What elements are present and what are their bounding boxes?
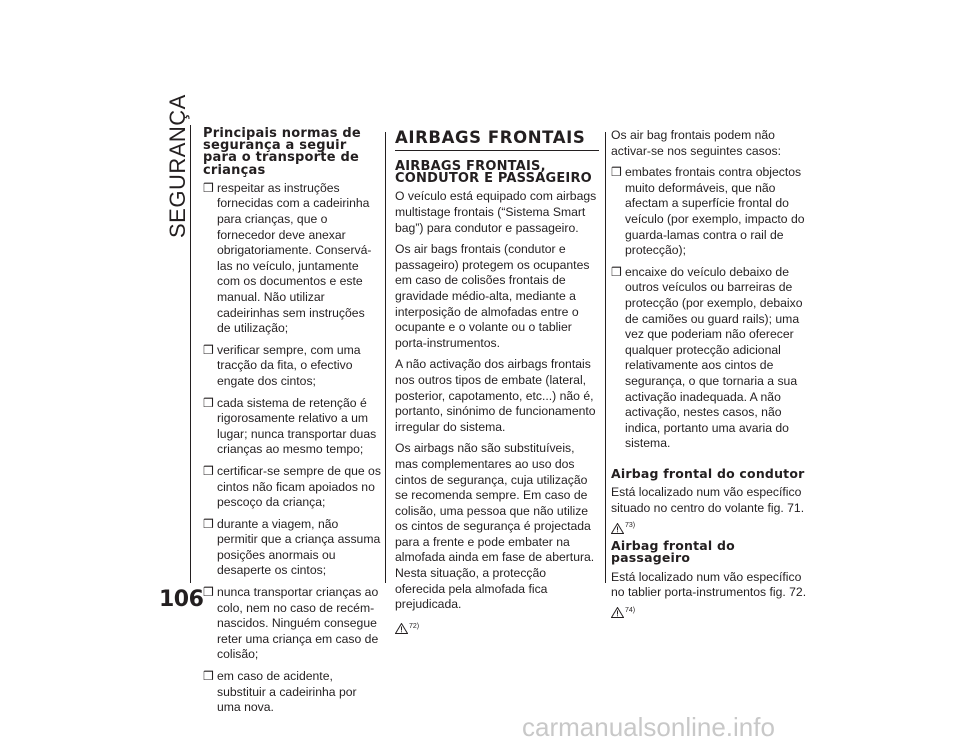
- warning-triangle-icon: [611, 523, 624, 534]
- front-airbags-subheading: AIRBAGS FRONTAIS, CONDUTOR E PASSAGEIRO: [395, 159, 592, 187]
- paragraph: Está localizado num vão específico situado no centro do volante fig. 71.: [611, 485, 805, 515]
- list-item: ❒ nunca transportar crianças ao colo, nem no caso de recém-nascidos. Ninguém consegue reter uma criança em caso de colisão;: [203, 585, 379, 662]
- child-safety-heading: Principais normas de segurança a seguir para o transporte de crianças: [203, 126, 361, 178]
- checkbox-bullet-icon: ❒: [203, 516, 214, 531]
- front-airbags-title: AIRBAGS FRONTAIS: [395, 129, 599, 151]
- column-divider-2: [605, 132, 606, 583]
- list-item: ❒ cada sistema de retenção é rigorosamente relativo a um lugar; nunca transportar duas crianças ao mesmo tempo;: [203, 395, 377, 457]
- checkbox-bullet-icon: ❒: [203, 180, 214, 195]
- side-divider: [190, 125, 191, 583]
- warning-number: 74): [625, 606, 636, 614]
- paragraph: Os air bag frontais podem não activar-se nos seguintes casos:: [611, 128, 782, 158]
- list-item: ❒ respeitar as instruções fornecidas com a cadeirinha para crianças, que o fornecedor deve anexar obrigatoriamente. Conservá-las no veículo, juntamente com os documentos e este manual. Não utilizar cadeirinhas sem instruções de utilização;: [203, 180, 372, 336]
- paragraph: Está localizado num vão específico no tablier porta-instrumentos fig. 72.: [611, 569, 807, 600]
- checkbox-bullet-icon: ❒: [203, 395, 214, 410]
- column-divider-1: [385, 132, 386, 583]
- checkbox-bullet-icon: ❒: [611, 165, 622, 180]
- checkbox-bullet-icon: ❒: [203, 463, 214, 478]
- child-safety-list: [203, 181, 381, 716]
- list-item: ❒ verificar sempre, com uma tracção da fita, o efectivo engate dos cintos;: [203, 342, 361, 388]
- list-item: ❒ em caso de acidente, substituir a cadeirinha por uma nova.: [203, 669, 357, 715]
- column-child-safety: [203, 128, 381, 722]
- non-activation-list: [611, 165, 807, 452]
- passenger-airbag-heading: Airbag frontal do passageiro: [611, 537, 735, 566]
- checkbox-bullet-icon: ❒: [611, 264, 622, 279]
- paragraph: O veículo está equipado com airbags multistage frontais (“Sistema Smart bag”) para condutor e passageiro.: [395, 189, 597, 235]
- page-number: 106: [159, 587, 204, 612]
- driver-airbag-heading: Airbag frontal do condutor: [611, 465, 805, 481]
- watermark: carmanualsonline.info: [522, 712, 775, 742]
- warning-number: 72): [409, 622, 420, 630]
- paragraph: Os airbags não são substituíveis, mas complementares ao uso dos cintos de segurança, cuja utilização se recomenda sempre. Em caso de colisão, uma pessoa que não utilize os cintos de segurança é projectada para a frente e pode embater na almofada ainda em fase de abertura. Nesta situação, a protecção oferecida pela almofada fica prejudicada.: [395, 441, 595, 612]
- warning-number: 73): [625, 522, 636, 530]
- warning-reference[interactable]: [395, 619, 599, 635]
- list-item: ❒ durante a viagem, não permitir que a criança assuma posições anormais ou desaperte os cintos;: [203, 516, 381, 578]
- warning-reference[interactable]: [611, 603, 807, 619]
- section-title: SEGURANÇA: [165, 94, 190, 238]
- list-item: ❒ embates frontais contra objectos muito deformáveis, que não afectam a superfície frontal do veículo (por exemplo, impacto do guarda-lamas contra o rail de protecção);: [611, 165, 805, 258]
- column-front-airbags: [395, 128, 599, 634]
- checkbox-bullet-icon: ❒: [203, 342, 214, 357]
- checkbox-bullet-icon: ❒: [203, 585, 214, 600]
- checkbox-bullet-icon: ❒: [203, 669, 214, 684]
- column-airbag-cases: [611, 128, 807, 618]
- list-item: ❒ encaixe do veículo debaixo de outros veículos ou barreiras de protecção (por exemplo, debaixo de camiões ou guard rails); uma vez que poderiam não oferecer qualquer protecção adicional relativamente aos cintos de segurança, o que tornaria a sua activação inadequada. A não activação, nestes casos, não indica, portanto uma avaria do sistema.: [611, 264, 803, 451]
- section-side-tab: [158, 94, 194, 238]
- paragraph: A não activação dos airbags frontais nos outros tipos de embate (lateral, posterior, capotamento, etc...) não é, portanto, sinónimo de funcionamento irregular do sistema.: [395, 357, 596, 434]
- warning-triangle-icon: [611, 607, 624, 618]
- warning-triangle-icon: [395, 623, 408, 634]
- paragraph: Os air bags frontais (condutor e passageiro) protegem os ocupantes em caso de colisões frontais de gravidade médio-alta, mediante a interposição de almofadas entre o ocupante e o volante ou o tablier porta-instrumentos.: [395, 242, 590, 350]
- list-item: ❒ certificar-se sempre de que os cintos não ficam apoiados no pescoço da criança;: [203, 463, 381, 510]
- warning-reference[interactable]: [611, 518, 807, 534]
